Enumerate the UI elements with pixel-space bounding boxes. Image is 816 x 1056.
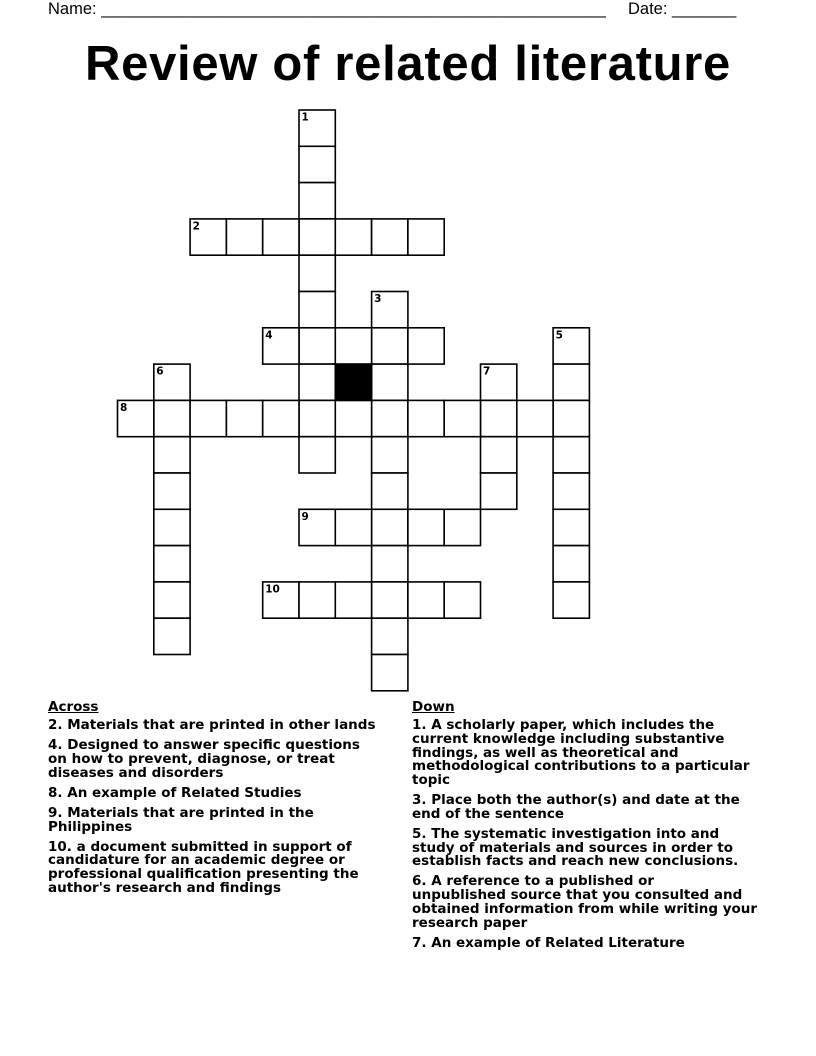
grid-cell[interactable] bbox=[154, 473, 190, 509]
clue-text: Materials that are printed in other lands bbox=[67, 717, 376, 734]
down-clue bbox=[412, 875, 807, 930]
grid-cell[interactable] bbox=[372, 364, 408, 400]
down-heading: Down bbox=[412, 699, 455, 715]
grid-cell[interactable] bbox=[444, 509, 480, 545]
grid-cell[interactable] bbox=[444, 400, 480, 436]
grid-number: 5 bbox=[555, 329, 563, 342]
grid-cell[interactable] bbox=[481, 473, 517, 509]
clue-number: 6 . bbox=[412, 873, 431, 889]
grid-cell[interactable] bbox=[553, 364, 589, 400]
grid-cell[interactable] bbox=[372, 328, 408, 364]
grid-cell[interactable] bbox=[553, 546, 589, 582]
grid-cell[interactable] bbox=[335, 219, 371, 255]
across-clue bbox=[48, 784, 403, 801]
clue-text: Place both the author(s) and date at the end of the sentence bbox=[412, 792, 740, 822]
across-clue bbox=[48, 719, 403, 733]
grid-cell[interactable] bbox=[408, 219, 444, 255]
grid-number: 8 bbox=[120, 401, 128, 414]
clue-number: 10 . bbox=[48, 839, 77, 855]
down-clues bbox=[412, 701, 807, 957]
clue-text: Materials that are printed in the Philippines bbox=[48, 804, 314, 835]
grid-cell[interactable] bbox=[481, 400, 517, 436]
grid-cell[interactable] bbox=[372, 509, 408, 545]
grid-block bbox=[335, 364, 371, 400]
grid-cell[interactable] bbox=[299, 400, 335, 436]
grid-cell[interactable] bbox=[553, 473, 589, 509]
clue-text: A scholarly paper, which includes the current knowledge including substantive findings, as well as theoretical and methodological contributions to a particular topic bbox=[412, 717, 750, 789]
across-clue bbox=[48, 838, 403, 896]
clue-text: The systematic investigation into and study of materials and sources in order to establish facts and reach new conclusions. bbox=[412, 825, 739, 870]
grid-cell[interactable] bbox=[372, 219, 408, 255]
grid-cell[interactable] bbox=[154, 437, 190, 473]
clue-number: 1 . bbox=[412, 717, 431, 733]
clue-number: 5 . bbox=[412, 826, 431, 842]
grid-cell[interactable] bbox=[372, 582, 408, 618]
grid-number: 10 bbox=[265, 583, 280, 596]
grid-cell[interactable] bbox=[299, 364, 335, 400]
grid-number: 6 bbox=[156, 365, 164, 378]
clue-number: 9 . bbox=[48, 805, 67, 821]
grid-cell[interactable] bbox=[299, 255, 335, 291]
clue-text: Designed to answer specific questions on how to prevent, diagnose, or treat diseases and disorders bbox=[48, 737, 360, 781]
grid-number: 3 bbox=[374, 293, 382, 305]
down-clue bbox=[412, 825, 807, 870]
grid-number: 4 bbox=[265, 329, 273, 342]
grid-cell[interactable] bbox=[263, 219, 299, 255]
clue-text: a document submitted in support of candidature for an academic degree or professional qualification presenting the author's research and findings bbox=[48, 838, 359, 896]
grid-cell[interactable] bbox=[154, 400, 190, 436]
grid-cell[interactable] bbox=[517, 400, 553, 436]
grid-cell[interactable] bbox=[299, 183, 335, 219]
grid-cell[interactable] bbox=[299, 437, 335, 473]
clue-number: 8 . bbox=[48, 785, 67, 801]
grid-cell[interactable] bbox=[154, 618, 190, 654]
grid-cell[interactable] bbox=[299, 292, 335, 328]
grid-cell[interactable] bbox=[408, 328, 444, 364]
grid-number: 1 bbox=[301, 111, 309, 124]
clue-number: 4 . bbox=[48, 737, 67, 753]
clue-text: A reference to a published or unpublished source that you consulted and obtained information from while writing your research paper bbox=[412, 873, 758, 931]
grid-cell[interactable] bbox=[372, 473, 408, 509]
grid-cell[interactable] bbox=[553, 400, 589, 436]
name-blank[interactable]: _______________________________________________________ bbox=[101, 0, 606, 18]
grid-cell[interactable] bbox=[299, 582, 335, 618]
grid-cell[interactable] bbox=[263, 400, 299, 436]
grid-cell[interactable] bbox=[335, 582, 371, 618]
clue-number: 7 . bbox=[412, 935, 431, 951]
grid-cell[interactable] bbox=[154, 582, 190, 618]
grid-cell[interactable] bbox=[553, 582, 589, 618]
date-label: Date: bbox=[628, 0, 668, 18]
grid-cell[interactable] bbox=[190, 400, 226, 436]
grid-cell[interactable] bbox=[481, 437, 517, 473]
clue-number: 2 . bbox=[48, 717, 67, 733]
clue-text: An example of Related Literature bbox=[431, 934, 685, 951]
across-clue bbox=[48, 739, 403, 780]
down-clue bbox=[412, 794, 807, 821]
grid-number: 2 bbox=[192, 220, 200, 233]
grid-cell[interactable] bbox=[408, 400, 444, 436]
date-blank[interactable]: _______ bbox=[672, 0, 737, 18]
down-clue bbox=[412, 934, 807, 951]
grid-cell[interactable] bbox=[154, 546, 190, 582]
grid-cell[interactable] bbox=[372, 546, 408, 582]
grid-number: 9 bbox=[301, 510, 309, 523]
grid-cell[interactable] bbox=[335, 400, 371, 436]
grid-cell[interactable] bbox=[372, 618, 408, 654]
name-label: Name: bbox=[48, 0, 97, 18]
across-clues bbox=[48, 701, 403, 902]
grid-cell[interactable] bbox=[408, 582, 444, 618]
grid-cell[interactable] bbox=[299, 146, 335, 182]
across-clue bbox=[48, 804, 403, 835]
across-heading: Across bbox=[48, 699, 99, 715]
grid-cell[interactable] bbox=[553, 509, 589, 545]
grid-cell[interactable] bbox=[372, 400, 408, 436]
grid-cell[interactable] bbox=[154, 509, 190, 545]
grid-cell[interactable] bbox=[553, 437, 589, 473]
grid-cell[interactable] bbox=[335, 509, 371, 545]
page-title: Review of related literature bbox=[85, 37, 731, 91]
down-clue bbox=[412, 719, 807, 788]
grid-cell[interactable] bbox=[299, 328, 335, 364]
grid-cell[interactable] bbox=[299, 219, 335, 255]
grid-cell[interactable] bbox=[444, 582, 480, 618]
grid-cell[interactable] bbox=[372, 655, 408, 691]
grid-cell[interactable] bbox=[226, 400, 262, 436]
clue-number: 3 . bbox=[412, 792, 431, 808]
grid-cell[interactable] bbox=[408, 509, 444, 545]
grid-cell[interactable] bbox=[372, 437, 408, 473]
grid-cell[interactable] bbox=[226, 219, 262, 255]
grid-number: 7 bbox=[483, 365, 491, 378]
grid-cell[interactable] bbox=[335, 328, 371, 364]
clue-text: An example of Related Studies bbox=[67, 784, 302, 801]
